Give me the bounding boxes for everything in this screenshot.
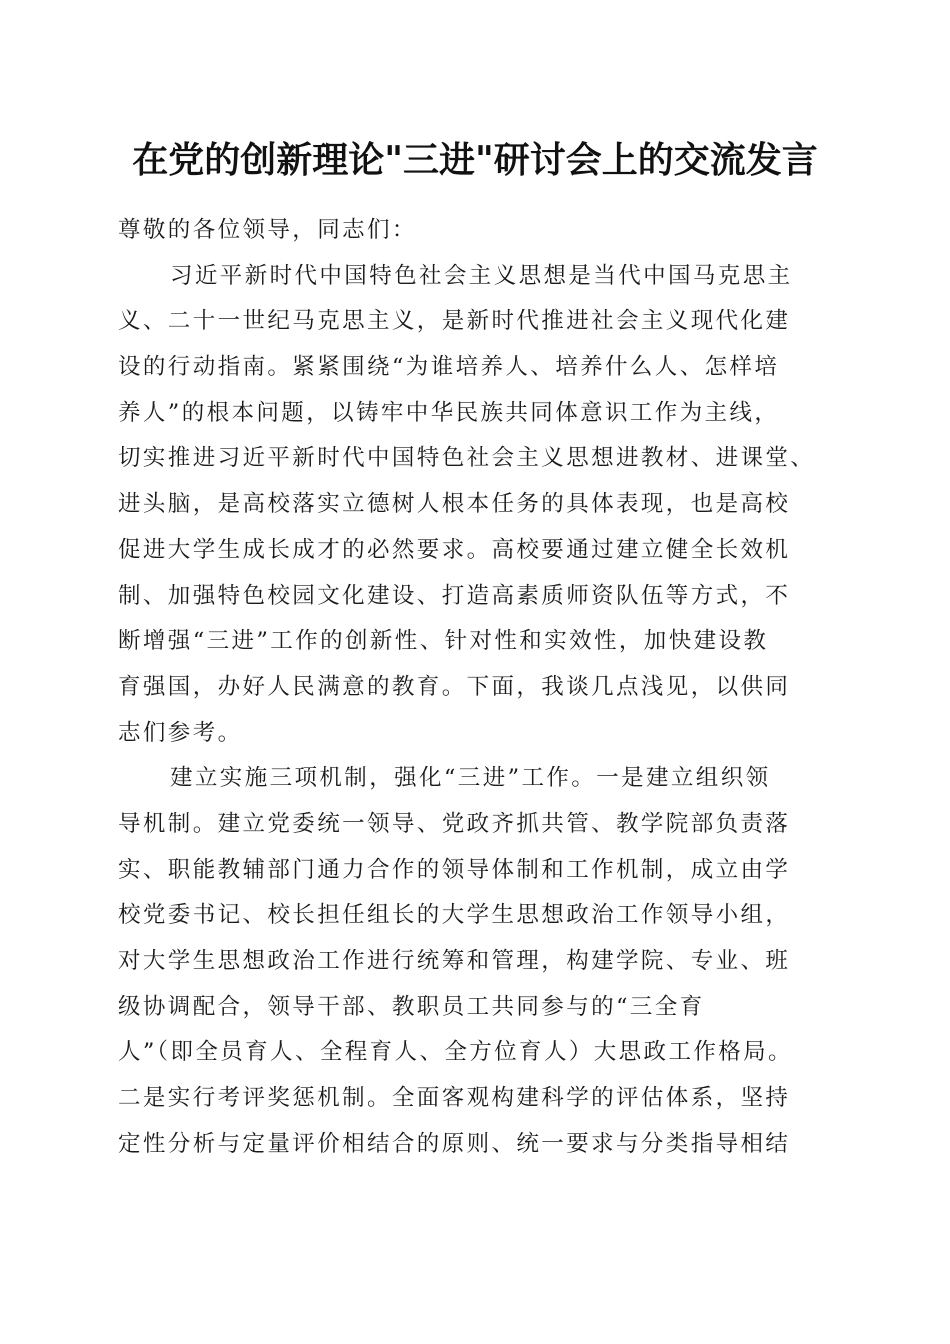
text-line: 导机制。建立党委统一领导、党政齐抓共管、教学院部负责落	[118, 810, 791, 837]
text-line: 养人”的根本问题，以铸牢中华民族共同体意识工作为主线，	[118, 399, 780, 426]
text-line: 校党委书记、校长担任组长的大学生思想政治工作领导小组，	[118, 902, 791, 929]
text-line: 断增强“三进”工作的创新性、针对性和实效性，加快建设教	[118, 628, 769, 655]
paragraph-mechanisms	[118, 756, 834, 1167]
text-line: 促进大学生成长成才的必然要求。高校要通过建立健全长效机	[118, 536, 791, 563]
text-line: 建立实施三项机制，强化“三进”工作。一是建立组织领	[170, 765, 771, 792]
text-line: 人”（即全员育人、全程育人、全方位育人）大思政工作格局。	[118, 1039, 793, 1066]
text-line: 志们参考。	[118, 719, 243, 746]
text-line: 二是实行考评奖惩机制。全面客观构建科学的评估体系，坚持	[118, 1085, 791, 1112]
text-line: 切实推进习近平新时代中国特色社会主义思想进教材、进课堂、	[118, 445, 816, 472]
text-line: 对大学生思想政治工作进行统筹和管理，构建学院、专业、班	[118, 948, 791, 975]
salutation: 尊敬的各位领导，同志们：	[118, 217, 417, 243]
text-line: 育强国，办好人民满意的教育。下面，我谈几点浅见，以供同	[118, 673, 791, 700]
paragraph-intro	[118, 254, 834, 757]
text-line: 定性分析与定量评价相结合的原则、统一要求与分类指导相结	[118, 1130, 791, 1157]
text-line: 习近平新时代中国特色社会主义思想是当代中国马克思主	[170, 262, 793, 289]
text-line: 设的行动指南。紧紧围绕“为谁培养人、培养什么人、怎样培	[118, 354, 780, 381]
text-line: 进头脑，是高校落实立德树人根本任务的具体表现，也是高校	[118, 491, 791, 518]
text-line: 义、二十一世纪马克思主义，是新时代推进社会主义现代化建	[118, 308, 791, 335]
text-line: 级协调配合，领导干部、教职员工共同参与的“三全育	[118, 993, 705, 1020]
text-line: 制、加强特色校园文化建设、打造高素质师资队伍等方式，不	[118, 582, 791, 609]
document-title: 在党的创新理论"三进"研讨会上的交流发言	[132, 139, 818, 181]
text-line: 实、职能教辅部门通力合作的领导体制和工作机制，成立由学	[118, 856, 791, 883]
document-body	[118, 208, 834, 1167]
